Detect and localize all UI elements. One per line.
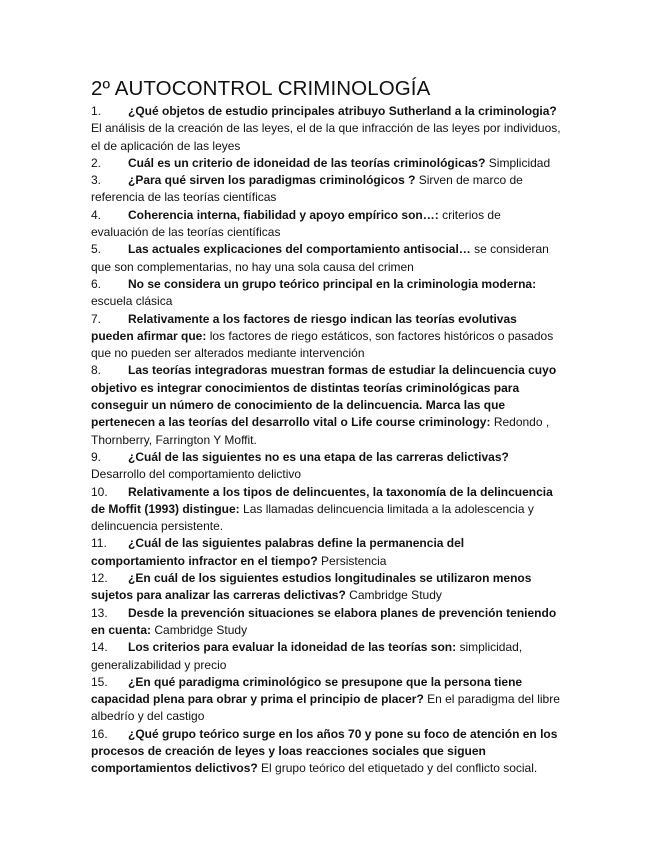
item-number: 3.	[91, 173, 102, 188]
item-question: Relativamente a los tipos de delincuentes, la taxonomía de la delincuencia de Moffit (1993) distingue:	[91, 484, 553, 516]
item-number: 7.	[91, 311, 102, 326]
item-number: 13.	[91, 605, 108, 620]
list-item	[91, 103, 561, 155]
item-number: 4.	[91, 207, 102, 222]
item-question: Desde la prevención situaciones se elabora planes de prevención teniendo en cuenta:	[91, 605, 557, 637]
list-item	[91, 276, 561, 311]
item-answer: Cambridge Study	[349, 588, 442, 603]
item-number: 15.	[91, 674, 108, 689]
list-item	[91, 639, 561, 674]
item-number: 8.	[91, 363, 102, 378]
item-question: ¿En qué paradigma criminológico se presupone que la persona tiene capacidad plena para obrar y prima el principio de placer?	[91, 674, 523, 707]
item-answer: Redondo , Thornberry, Farrington Y Moffit.	[91, 415, 550, 447]
list-item	[91, 484, 561, 536]
item-number: 10.	[91, 484, 108, 499]
item-question: Las actuales explicaciones del comportamiento antisocial…	[128, 242, 471, 257]
list-item	[91, 155, 561, 172]
item-answer: Las llamadas delincuencia limitada a la adolescencia y delincuencia persistente.	[91, 501, 534, 534]
list-item	[91, 207, 561, 242]
item-question: Relativamente a los factores de riesgo indican las teorías evolutivas pueden afirmar que:	[91, 311, 517, 343]
list-item	[91, 535, 561, 570]
item-number: 16.	[91, 726, 108, 741]
item-answer: Sirven de marco de referencia de las teorías científicas	[91, 173, 523, 205]
item-answer: El análisis de la creación de las leyes, el de la que infracción de las leyes por individuos, el de aplicación de las leyes	[91, 121, 561, 153]
item-answer: Cambridge Study	[154, 622, 248, 637]
list-item	[91, 674, 561, 726]
list-item	[91, 449, 561, 484]
item-answer: escuela clásica	[91, 294, 173, 309]
document-title: 2º AUTOCONTROL CRIMINOLOGÍA	[91, 77, 431, 100]
item-answer: los factores de riego estáticos, son factores históricos o pasados que no pueden ser alterados mediante intervención	[91, 328, 554, 361]
item-answer: Desarrollo del comportamiento delictivo	[91, 467, 302, 482]
item-answer: Simplicidad	[488, 155, 551, 170]
item-number: 6.	[91, 276, 102, 291]
item-question: Coherencia interna, fiabilidad y apoyo empírico son…:	[128, 207, 439, 222]
item-question: ¿Para qué sirven los paradigmas criminológicos ?	[128, 173, 416, 188]
list-item	[91, 362, 561, 448]
list-item	[91, 605, 561, 640]
item-question: ¿Qué grupo teórico surge en los años 70 y pone su foco de atención en los procesos de creación de leyes y loas reacciones sociales que siguen comportamientos delictivos?	[91, 726, 558, 776]
list-item	[91, 241, 561, 276]
item-question: ¿En cuál de los siguientes estudios longitudinales se utilizaron menos sujetos para analizar las carreras delictivas?	[91, 571, 532, 603]
item-question: Los criterios para evaluar la idoneidad de las teorías son:	[128, 640, 457, 655]
item-question: Cuál es un criterio de idoneidad de las teorías criminológicas?	[128, 155, 486, 170]
item-number: 12.	[91, 571, 108, 586]
item-answer: simplicidad, generalizabilidad y precio	[91, 640, 523, 672]
item-question: No se considera un grupo teórico principal en la criminologia moderna:	[128, 276, 537, 291]
item-question: Las teorías integradoras muestran formas de estudiar la delincuencia cuyo objetivo es integrar conocimientos de distintas teorías criminológicas para conseguir un número de conocimiento de la delincuencia. Marca las que pertenecen a las teorías del desarrollo vital o Life course criminology:	[91, 363, 557, 430]
item-number: 9.	[91, 449, 102, 464]
list-item	[91, 172, 561, 207]
item-answer: El grupo teórico del etiquetado y del conflicto social.	[261, 761, 538, 776]
list-item	[91, 726, 561, 778]
document-page	[91, 76, 561, 778]
item-number: 14.	[91, 640, 108, 655]
item-answer: Persistencia	[321, 553, 387, 568]
item-question: ¿Cuál de las siguientes palabras define la permanencia del comportamiento infractor en el tiempo?	[91, 536, 465, 568]
item-number: 5.	[91, 242, 102, 257]
item-number: 2.	[91, 155, 102, 170]
item-question: ¿Qué objetos de estudio principales atribuyo Sutherland a la criminologia?	[128, 104, 557, 118]
list-item	[91, 570, 561, 605]
item-answer: se consideran que son complementarias, no hay una sola causa del crimen	[91, 242, 549, 274]
item-answer: criterios de evaluación de las teorías científicas	[91, 207, 501, 240]
item-number: 11.	[91, 536, 107, 551]
item-answer: En el paradigma del libre albedrío y del castigo	[91, 692, 560, 724]
question-list	[91, 103, 561, 778]
item-question: ¿Cuál de las siguientes no es una etapa de las carreras delictivas?	[128, 449, 509, 464]
list-item	[91, 311, 561, 363]
item-number: 1.	[91, 104, 102, 118]
